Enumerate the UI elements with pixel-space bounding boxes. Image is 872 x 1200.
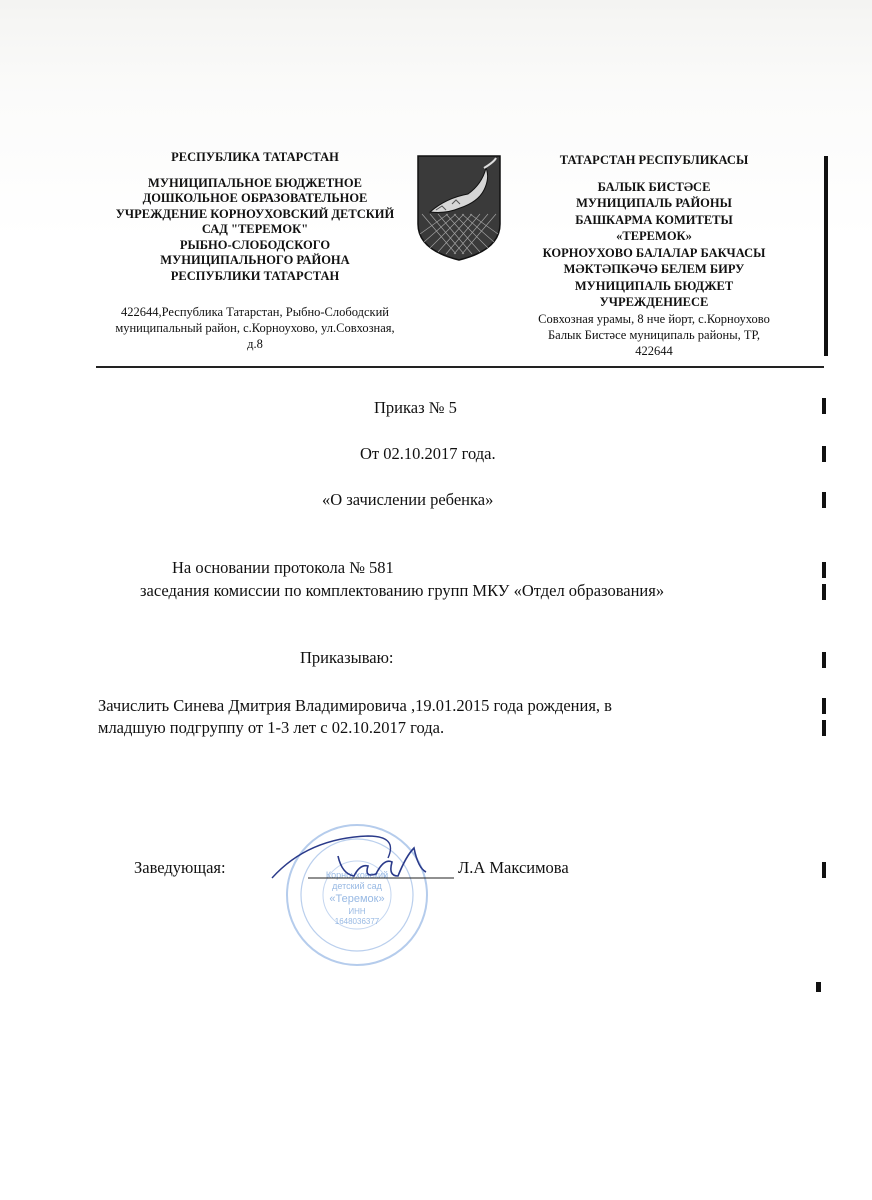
stamp-text-line: 1648036377: [334, 917, 380, 926]
header-left-org-line: МУНИЦИПАЛЬНОГО РАЙОНА: [160, 253, 350, 267]
order-body-line-2: младшую подгруппу от 1-3 лет с 02.10.2017 года.: [98, 718, 445, 737]
signature-position-label: Заведующая:: [134, 858, 226, 877]
scan-edge-mark: [822, 652, 826, 668]
order-body-line-1: Зачислить Синева Дмитрия Владимировича ,19.01.2015 года рождения, в: [98, 696, 612, 715]
scan-edge-mark: [822, 446, 826, 462]
header-left-address-line: 422644,Республика Татарстан, Рыбно-Слободский: [121, 305, 389, 319]
header-right-title: ТАТАРСТАН РЕСПУБЛИКАСЫ: [559, 153, 749, 167]
header-left-org-line: УЧРЕЖДЕНИЕ КОРНОУХОВСКИЙ ДЕТСКИЙ: [115, 206, 395, 221]
scan-edge-mark: [824, 156, 828, 356]
order-basis-line-1: На основании протокола № 581: [172, 558, 394, 577]
header-right: [508, 152, 800, 359]
scan-edge-mark: [822, 492, 826, 508]
scan-edge-mark: [822, 398, 826, 414]
stamp-text-line: ИНН: [348, 907, 366, 916]
order-number: Приказ № 5: [374, 398, 457, 417]
scan-edge-mark: [822, 862, 826, 878]
header-right-org-line: МӘКТӘПКӘЧӘ БЕЛЕМ БИРУ: [563, 262, 745, 276]
scan-edge-mark: [822, 720, 826, 736]
handwritten-signature: [268, 828, 458, 882]
order-subject: «О зачислении ребенка»: [322, 490, 494, 509]
header-right-address-line: Совхозная урамы, 8 нче йорт, с.Корноухово: [538, 311, 770, 326]
scan-edge-mark: [822, 562, 826, 578]
header-left: [92, 150, 418, 352]
header-divider: [96, 366, 824, 368]
header-right-org-line: БАШКАРМА КОМИТЕТЫ: [575, 212, 733, 227]
header-left-title: РЕСПУБЛИКА ТАТАРСТАН: [171, 150, 339, 164]
scan-edge-mark: [816, 982, 821, 992]
header-left-org-line: МУНИЦИПАЛЬНОЕ БЮДЖЕТНОЕ: [148, 175, 362, 190]
header-right-org-line: МУНИЦИПАЛЬ РАЙОНЫ: [576, 196, 732, 210]
order-decree-word: Приказываю:: [300, 648, 394, 667]
stamp-text-line: Корноуховский: [325, 870, 389, 880]
header-right-address-line: 422644: [635, 343, 673, 358]
header-right-org-line: МУНИЦИПАЛЬ БЮДЖЕТ: [574, 278, 734, 293]
stamp-text-line: детский сад: [332, 881, 382, 891]
header-left-org-line: ДОШКОЛЬНОЕ ОБРАЗОВАТЕЛЬНОЕ: [142, 191, 368, 205]
coat-of-arms-emblem: [416, 154, 502, 262]
header-left-address: [92, 304, 418, 352]
header-right-address-line: Балык Бистәсе муниципаль районы, ТР,: [547, 327, 761, 342]
scan-edge-mark: [822, 584, 826, 600]
header-left-org-line: РЕСПУБЛИКИ ТАТАРСТАН: [170, 268, 340, 283]
header-left-address-line: д.8: [247, 337, 263, 351]
scan-edge-mark: [822, 698, 826, 714]
header-left-org-line: САД "ТЕРЕМОК": [201, 222, 309, 236]
header-right-org-line: БАЛЫК БИСТӘСЕ: [597, 179, 711, 194]
stamp-text-line: «Теремок»: [329, 893, 385, 905]
header-left-org-line: РЫБНО-СЛОБОДСКОГО: [179, 237, 331, 252]
order-date: От 02.10.2017 года.: [360, 444, 496, 463]
header-right-address: [508, 311, 800, 359]
signer-name: Л.А Максимова: [458, 858, 569, 877]
order-basis-line-2: заседания комиссии по комплектованию групп МКУ «Отдел образования»: [140, 581, 665, 600]
header-right-org-line: УЧРЕЖДЕНИЕСЕ: [599, 295, 709, 309]
header-left-address-line: муниципальный район, с.Корноухово, ул.Совхозная,: [115, 321, 395, 335]
header-right-org-line: «ТЕРЕМОК»: [616, 229, 692, 243]
header-right-org-line: КОРНОУХОВО БАЛАЛАР БАКЧАСЫ: [542, 245, 766, 260]
